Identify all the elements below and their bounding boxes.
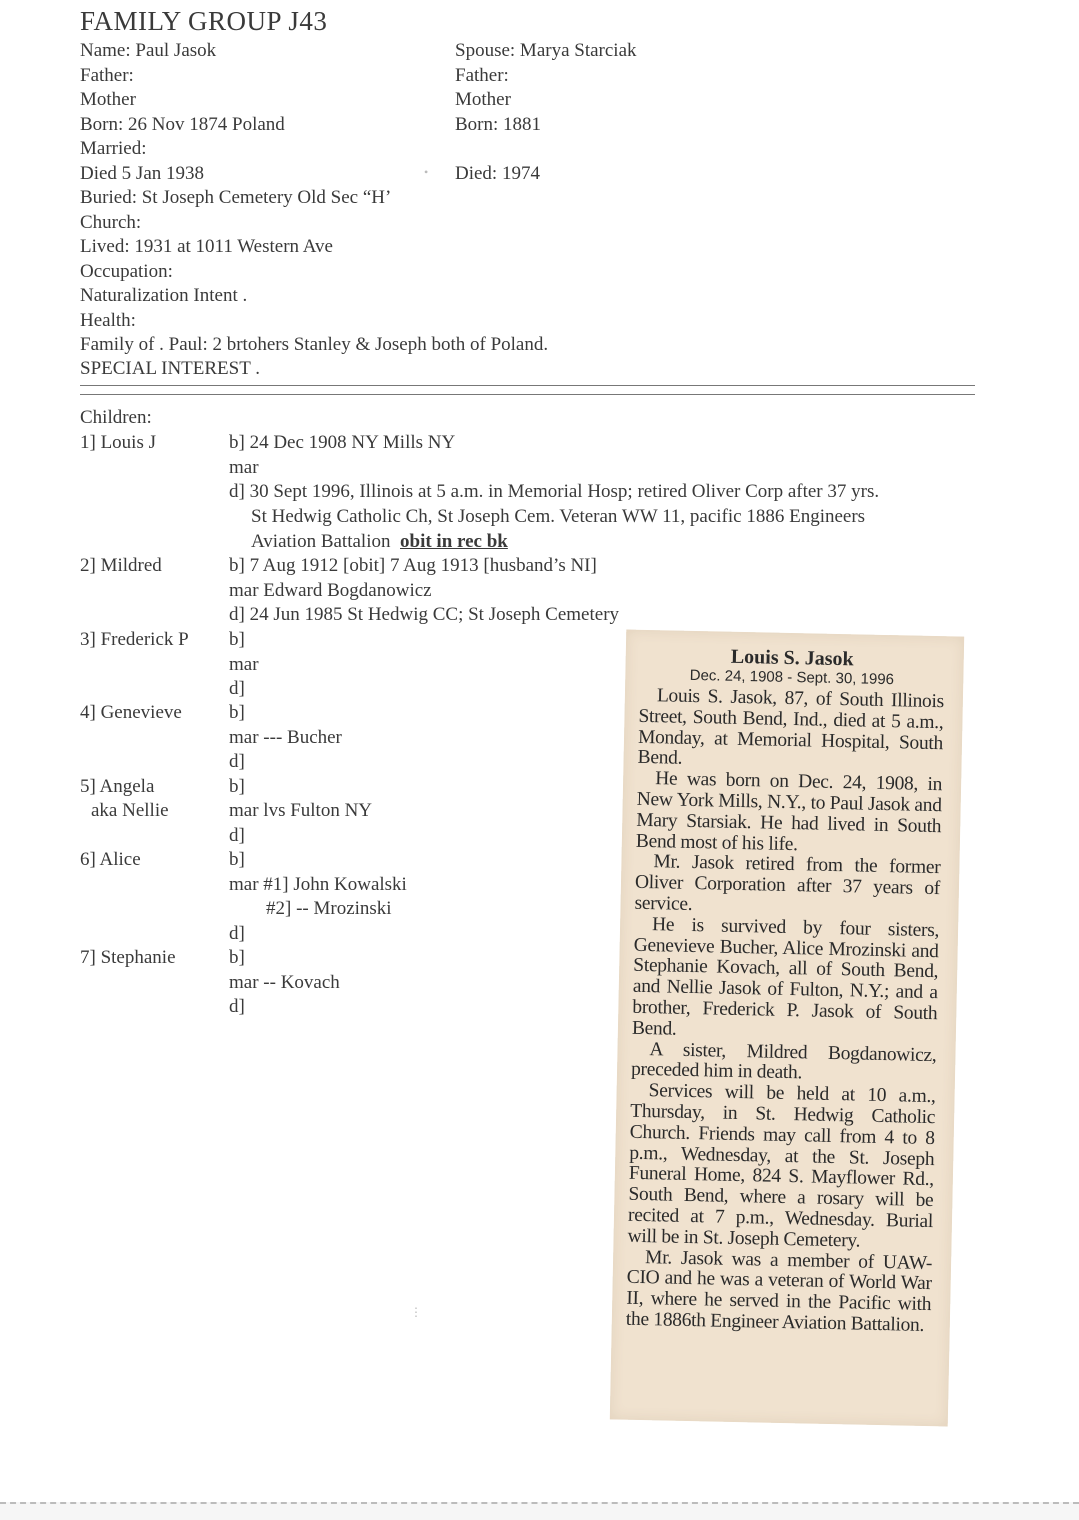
child-3-born: b] — [229, 629, 245, 650]
child-3-mar: mar — [229, 654, 259, 675]
child-3-died: d] — [229, 678, 245, 699]
scan-speck: ⋮ — [410, 1305, 422, 1319]
head-family-of: Family of . Paul: 2 brtohers Stanley & Joseph both of Poland. — [80, 334, 549, 355]
child-1-battalion: Aviation Battalion — [251, 531, 391, 552]
child-4-died: d] — [229, 751, 245, 772]
head-church: Church: — [80, 212, 142, 233]
obituary-paragraph: Mr. Jasok retired from the former Oliver Corporation after 37 years of service. — [634, 851, 941, 915]
head-lived: Lived: 1931 at 1011 Western Ave — [80, 236, 333, 257]
spouse-father: Father: — [455, 65, 509, 86]
child-2-died: d] 24 Jun 1985 St Hedwig CC; St Joseph Cemetery — [229, 604, 620, 625]
child-2-mar: mar Edward Bogdanowicz — [229, 580, 432, 601]
child-2-name: 2] Mildred — [80, 555, 162, 576]
child-1-name: 1] Louis J — [80, 432, 156, 453]
head-born: Born: 26 Nov 1874 Poland — [80, 114, 285, 135]
child-7-born: b] — [229, 947, 245, 968]
child-1-born: b] 24 Dec 1908 NY Mills NY — [229, 432, 456, 453]
child-4-born: b] — [229, 702, 245, 723]
child-4-name: 4] Genevieve — [80, 702, 182, 723]
obituary-paragraph: Services will be held at 10 a.m., Thursday, in St. Hedwig Catholic Church. Friends may call from 4 to 8 p.m., Wednesday, at the St. Joseph Funeral Home, 824 S. Mayflower Rd., South Bend, where a rosary will be recited at 7 p.m., Wednesday. Burial will be in St. Joseph Cemetery. — [627, 1080, 936, 1252]
child-7-mar: mar -- Kovach — [229, 972, 340, 993]
child-3-name: 3] Frederick P — [80, 629, 189, 650]
obituary-paragraph: Mr. Jasok was a member of UAW-CIO and he was a veteran of World War II, where he served in the Pacific with the 1886th Engineer Aviation Battalion. — [625, 1246, 933, 1336]
child-6-name: 6] Alice — [80, 849, 141, 870]
child-4-mar: mar --- Bucher — [229, 727, 342, 748]
child-1-died-cont: St Hedwig Catholic Ch, St Joseph Cem. Veteran WW 11, pacific 1886 Engineers — [251, 506, 866, 527]
page-title: FAMILY GROUP J43 — [80, 6, 328, 36]
child-5-died: d] — [229, 825, 245, 846]
child-6-mar2: #2] -- Mrozinski — [266, 898, 392, 919]
child-5-name: 5] Angela — [80, 776, 155, 797]
head-mother: Mother — [80, 89, 136, 110]
child-6-born: b] — [229, 849, 245, 870]
head-special-interest: SPECIAL INTEREST . — [80, 358, 260, 379]
obituary-dates: Dec. 24, 1908 - Sept. 30, 1996 — [689, 666, 895, 689]
head-father: Father: — [80, 65, 134, 86]
spouse-name: Spouse: Marya Starciak — [455, 40, 637, 61]
child-5-aka: aka Nellie — [91, 800, 169, 821]
child-1-died: d] 30 Sept 1996, Illinois at 5 a.m. in Memorial Hosp; retired Oliver Corp after 37 yrs. — [229, 481, 880, 502]
obituary-paragraph: Louis S. Jasok, 87, of South Illinois Street, South Bend, Ind., died at 5 a.m., Monday, at Memorial Hospital, South Bend. — [637, 685, 945, 770]
child-2-born: b] 7 Aug 1912 [obit] 7 Aug 1913 [husband’s NI] — [229, 555, 597, 576]
child-7-name: 7] Stephanie — [80, 947, 176, 968]
head-died: Died 5 Jan 1938 — [80, 163, 205, 184]
obit-note-link[interactable]: obit in rec bk — [400, 531, 508, 552]
obituary-clipping — [610, 630, 964, 1427]
child-6-mar: mar #1] John Kowalski — [229, 874, 407, 895]
children-heading: Children: — [80, 407, 152, 428]
head-health: Health: — [80, 310, 136, 331]
section-divider — [80, 385, 975, 395]
child-5-mar: mar lvs Fulton NY — [229, 800, 373, 821]
spouse-born: Born: 1881 — [455, 114, 542, 135]
child-6-died: d] — [229, 923, 245, 944]
child-5-born: b] — [229, 776, 245, 797]
child-1-mar: mar — [229, 457, 259, 478]
spouse-mother: Mother — [455, 89, 511, 110]
head-married: Married: — [80, 138, 147, 159]
scan-bottom-edge — [0, 1502, 1079, 1520]
spouse-died: Died: 1974 — [455, 163, 540, 184]
scan-speck: • — [424, 165, 429, 179]
head-name: Name: Paul Jasok — [80, 40, 217, 61]
head-naturalization: Naturalization Intent . — [80, 285, 248, 306]
child-1-died-cont2 — [251, 531, 508, 553]
child-7-died: d] — [229, 996, 245, 1017]
obituary-title: Louis S. Jasok — [730, 645, 854, 671]
head-occupation: Occupation: — [80, 261, 173, 282]
obituary-paragraph: He was born on Dec. 24, 1908, in New York Mills, N.Y., to Paul Jasok and Mary Starsiak. He had lived in South Bend most of his life. — [635, 768, 943, 855]
obituary-paragraph: A sister, Mildred Bogdanowicz, preceded him in death. — [630, 1038, 937, 1084]
obituary-paragraph: He is survived by four sisters, Genevieve Bucher, Alice Mrozinski and Stephanie Kovach, all of South Bend, and Nellie Jasok of Fulton, N.Y.; and a brother, Frederick P. Jasok of South Bend. — [631, 913, 940, 1040]
head-buried: Buried: St Joseph Cemetery Old Sec “H’ — [80, 187, 392, 208]
